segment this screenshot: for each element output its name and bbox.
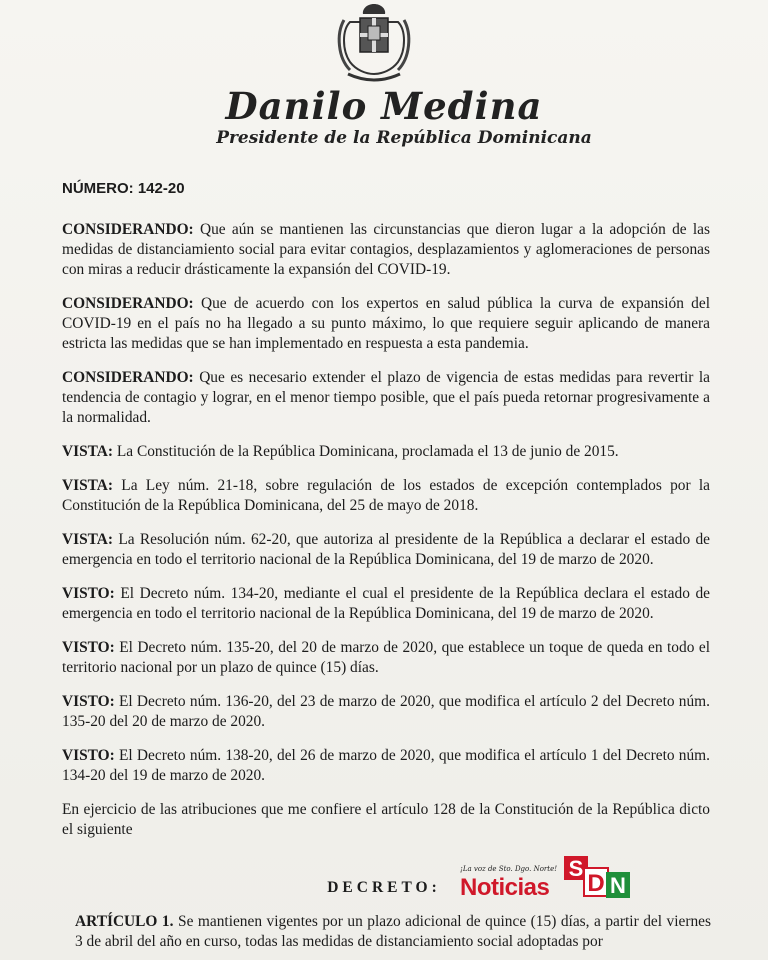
watermark-tagline: ¡La voz de Sto. Dgo. Norte! xyxy=(460,865,558,873)
svg-text:D: D xyxy=(587,870,605,897)
articulo-1 xyxy=(75,912,711,952)
paragraph-text: En ejercicio de las atribuciones que me confiere el artículo 128 de la Constitución de la República dicto el siguiente xyxy=(62,801,710,838)
decree-number: NÚMERO: 142-20 xyxy=(62,180,185,197)
paragraph-text: Que es necesario extender el plazo de vigencia de estas medidas para revertir la tendencia de contagio y lograr, en el menor tiempo posible, que el país pueda retornar progresivamente a la normalidad. xyxy=(62,369,710,426)
paragraph xyxy=(62,746,710,786)
paragraph-lead: VISTO: xyxy=(62,585,115,602)
paragraph-text: Que aún se mantienen las circunstancias que dieron lugar a la adopción de las medidas de distanciamiento social para evitar contagios, desplazamientos y aglomeraciones de personas con miras a reducir drásticamente la expansión del COVID-19. xyxy=(62,221,710,278)
paragraph-lead: VISTO: xyxy=(62,693,115,710)
paragraph xyxy=(62,368,710,428)
paragraph xyxy=(62,530,710,570)
paragraph-text: La Resolución núm. 62-20, que autoriza al presidente de la República a declarar el estado de emergencia en todo el territorio nacional de la República Dominicana, del 19 de marzo de 2020. xyxy=(62,531,710,568)
paragraph xyxy=(62,294,710,354)
paragraph xyxy=(62,800,710,840)
paragraph-lead: VISTA: xyxy=(62,443,114,460)
paragraph xyxy=(62,442,710,462)
svg-text:N: N xyxy=(610,873,626,898)
paragraph xyxy=(62,692,710,732)
paragraph-lead: VISTA: xyxy=(62,531,114,548)
paragraph-text: El Decreto núm. 138-20, del 26 de marzo de 2020, que modifica el artículo 1 del Decreto núm. 134-20 del 19 de marzo de 2020. xyxy=(62,747,710,784)
paragraph-text: El Decreto núm. 136-20, del 23 de marzo de 2020, que modifica el artículo 2 del Decreto núm. 135-20 del 20 de marzo de 2020. xyxy=(62,693,710,730)
decree-body xyxy=(62,220,710,854)
paragraph-text: Que de acuerdo con los expertos en salud pública la curva de expansión del COVID-19 en el país no ha llegado a su punto máximo, lo que requiere seguir aplicando de manera estricta las medidas que se han implementado en respuesta a esta pandemia. xyxy=(62,295,710,352)
paragraph-lead: CONSIDERANDO: xyxy=(62,369,194,386)
letterhead-title: Presidente de la República Dominicana xyxy=(216,128,592,148)
watermark-word: Noticias xyxy=(460,874,550,901)
letterhead-name: Danilo Medina xyxy=(225,84,543,128)
paragraph-text: El Decreto núm. 135-20, del 20 de marzo de 2020, que establece un toque de queda en todo el territorio nacional por un plazo de quince (15) días. xyxy=(62,639,710,676)
paragraph-lead: CONSIDERANDO: xyxy=(62,295,194,312)
sdn-logo-icon xyxy=(562,854,632,900)
paragraph-lead: CONSIDERANDO: xyxy=(62,221,194,238)
paragraph xyxy=(62,220,710,280)
paragraph-lead: VISTO: xyxy=(62,639,115,656)
coat-of-arms-icon xyxy=(330,0,418,86)
paragraph xyxy=(62,638,710,678)
paragraph-text: El Decreto núm. 134-20, mediante el cual el presidente de la República declara el estado de emergencia en todo el territorio nacional de la República Dominicana, del 19 de marzo de 2020. xyxy=(62,585,710,622)
decreto-heading: DECRETO: xyxy=(327,879,441,896)
paragraph-text: La Constitución de la República Dominicana, proclamada el 13 de junio de 2015. xyxy=(113,443,619,460)
paragraph xyxy=(62,476,710,516)
paragraph-lead: VISTO: xyxy=(62,747,115,764)
svg-text:S: S xyxy=(568,856,584,881)
articulo-lead: ARTÍCULO 1. xyxy=(75,913,174,930)
noticias-sdn-watermark xyxy=(460,852,635,906)
paragraph-lead: VISTA: xyxy=(62,477,114,494)
paragraph xyxy=(62,584,710,624)
articulo-text: Se mantienen vigentes por un plazo adicional de quince (15) días, a partir del viernes 3 de abril del año en curso, todas las medidas de distanciamiento social adoptadas por xyxy=(75,913,711,950)
paragraph-text: La Ley núm. 21-18, sobre regulación de los estados de excepción contemplados por la Constitución de la República Dominicana, del 25 de mayo de 2018. xyxy=(62,477,710,514)
